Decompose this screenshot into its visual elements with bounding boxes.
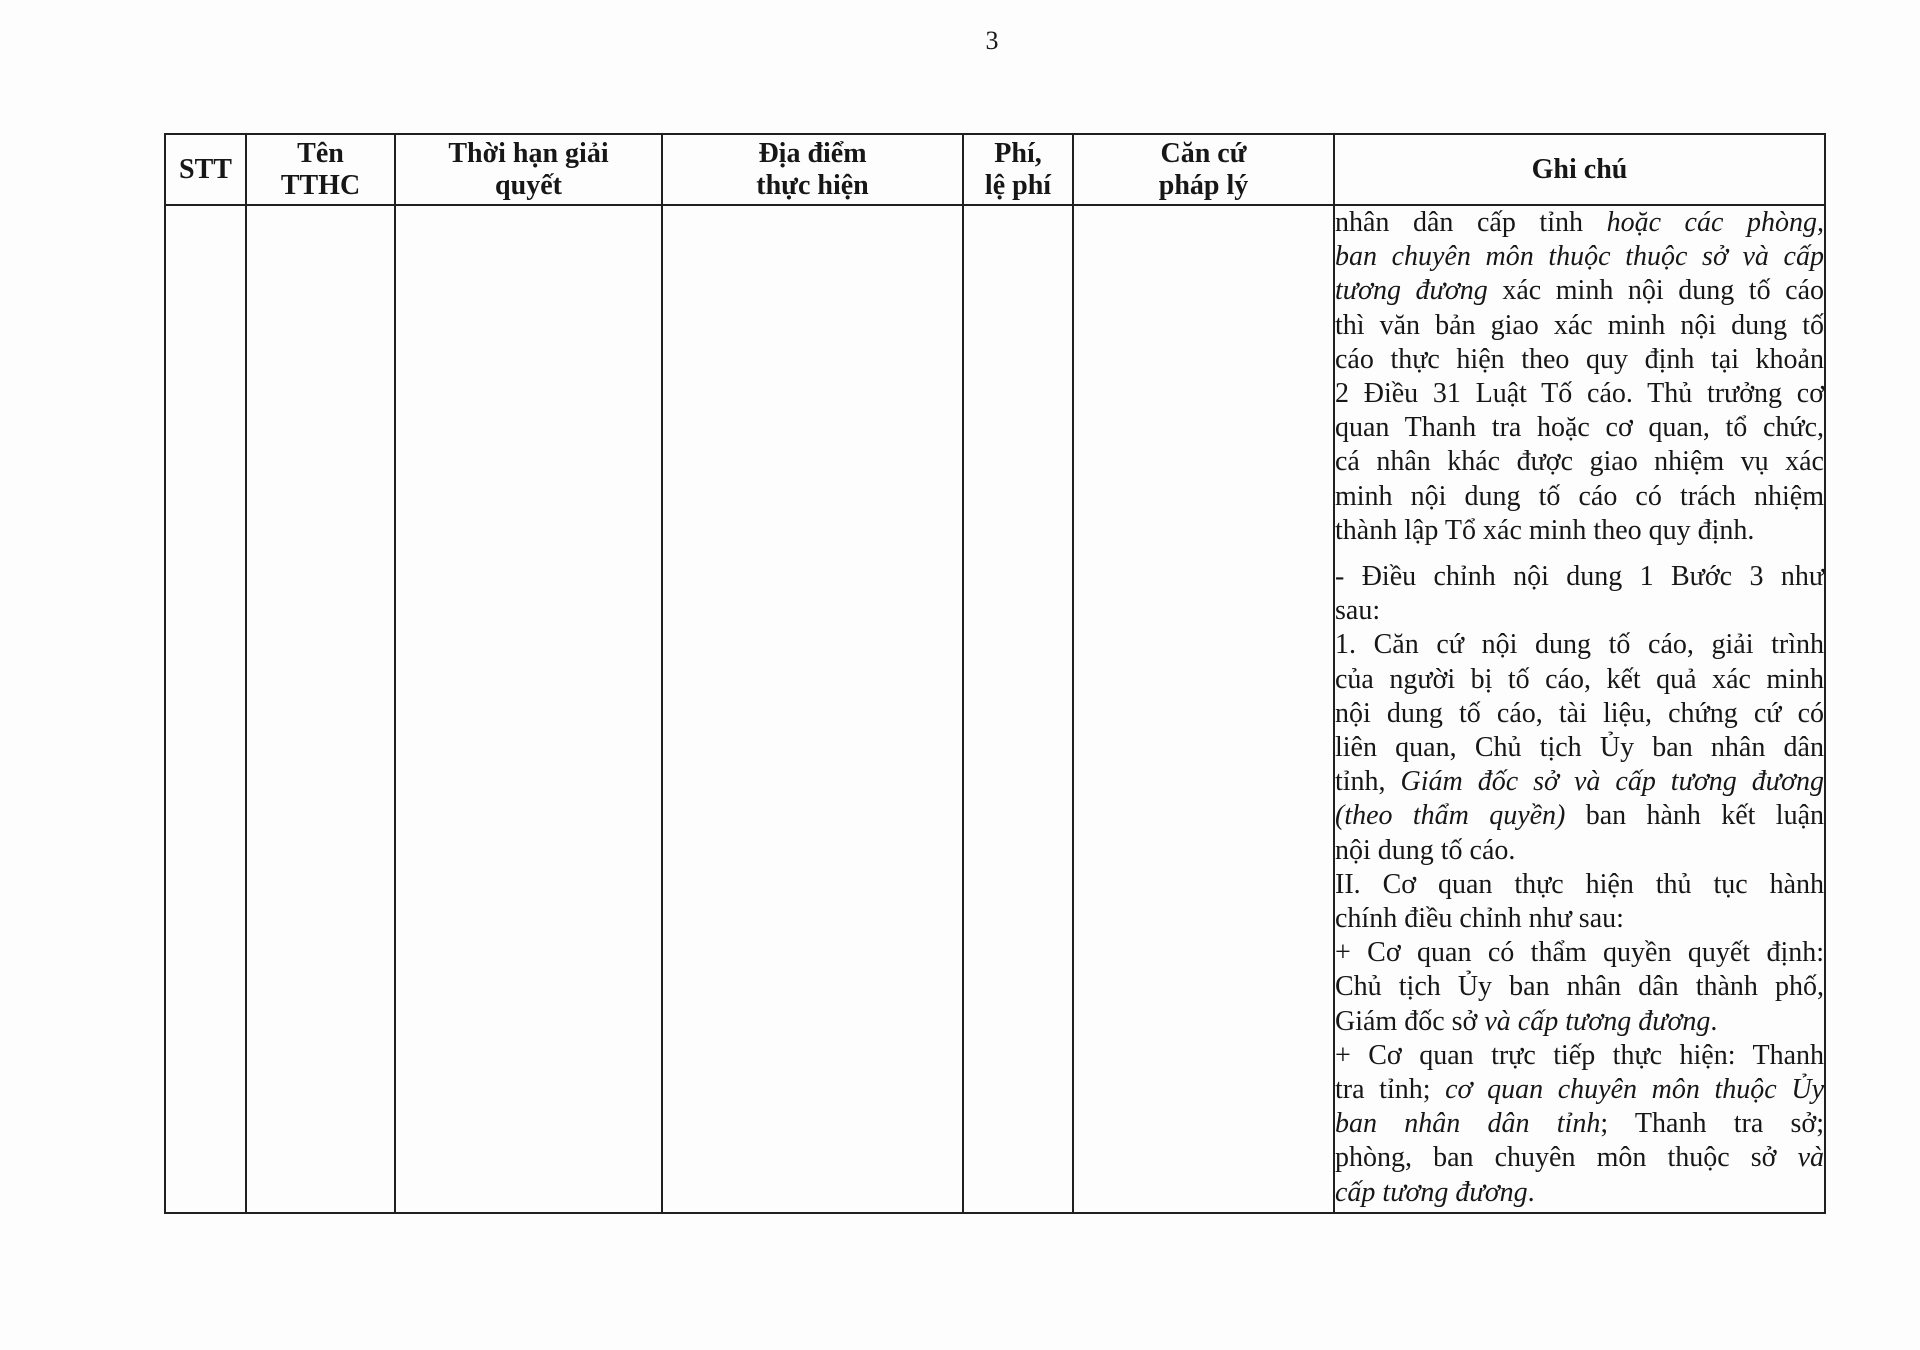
note-line [1335, 731, 1824, 765]
note-line [1335, 970, 1824, 1004]
note-text: phòng, ban chuyên môn thuộc sở [1335, 1142, 1798, 1174]
header-line: pháp lý [1158, 169, 1249, 201]
note-text: - Điều chỉnh nội dung 1 Bước 3 như [1335, 561, 1824, 593]
note-line [1335, 936, 1824, 970]
note-line [1335, 663, 1824, 697]
note-line [1335, 594, 1824, 628]
header-dia-diem [662, 134, 963, 205]
note-line [1335, 697, 1824, 731]
note-text-italic: hoặc các phòng, [1606, 207, 1824, 238]
note-paragraph [1335, 206, 1824, 548]
cell-phi [963, 205, 1073, 1213]
note-text: + Cơ quan trực tiếp thực hiện: Thanh [1335, 1039, 1824, 1071]
note-text: thì văn bản giao xác minh nội dung tố [1335, 309, 1824, 341]
note-line [1335, 1005, 1824, 1039]
header-phi [963, 134, 1073, 205]
header-thoi-han [395, 134, 662, 205]
note-text: Giám đốc sở [1335, 1005, 1485, 1037]
note-text: ban hành kết luận [1565, 800, 1824, 832]
note-text: . [1710, 1005, 1718, 1037]
note-text: chính điều chỉnh như sau: [1335, 903, 1624, 935]
header-ten-tthc [246, 134, 395, 205]
procedure-table [164, 133, 1826, 1214]
note-line [1335, 240, 1824, 274]
note-line [1335, 868, 1824, 902]
note-text: nội dung tố cáo. [1335, 834, 1516, 866]
header-line: Thời hạn giải [448, 137, 609, 169]
note-line [1335, 343, 1824, 377]
note-line [1335, 834, 1824, 868]
note-paragraph [1335, 1039, 1824, 1210]
note-text: của người bị tố cáo, kết quả xác minh [1335, 663, 1824, 695]
header-line: quyết [495, 169, 562, 201]
header-stt [165, 134, 246, 205]
header-line: thực hiện [756, 169, 869, 201]
page-number: 3 [985, 26, 999, 55]
note-line [1335, 799, 1824, 833]
note-line [1335, 1176, 1824, 1210]
note-text-italic: ban chuyên môn thuộc thuộc sở và cấp [1335, 241, 1824, 273]
note-line [1335, 765, 1824, 799]
note-line [1335, 309, 1824, 343]
header-line: Phí, [994, 137, 1042, 169]
note-text: tỉnh, [1335, 766, 1401, 798]
note-text: thành lập Tổ xác minh theo quy định. [1335, 514, 1755, 546]
header-line: Ghi chú [1531, 153, 1628, 185]
note-line [1335, 560, 1824, 594]
note-text: nội dung tố cáo, tài liệu, chứng cứ có [1335, 697, 1824, 729]
cell-dia-diem [662, 205, 963, 1213]
note-text-italic: và [1797, 1142, 1824, 1174]
table-header-row [165, 134, 1825, 205]
cell-stt [165, 205, 246, 1213]
note-text-italic: cấp tương đương [1335, 1176, 1528, 1208]
note-text: liên quan, Chủ tịch Ủy ban nhân dân [1335, 732, 1824, 764]
note-text: + Cơ quan có thẩm quyền quyết định: [1335, 937, 1824, 969]
note-line [1335, 1107, 1824, 1141]
note-line [1335, 274, 1824, 308]
header-can-cu [1073, 134, 1334, 205]
cell-ghi-chu [1334, 205, 1825, 1213]
note-line [1335, 411, 1824, 445]
note-text: xác minh nội dung tố cáo [1487, 275, 1824, 307]
note-text: cáo thực hiện theo quy định tại khoản [1335, 343, 1824, 375]
note-text: tra tỉnh; [1335, 1074, 1446, 1106]
note-line [1335, 206, 1824, 240]
note-text-italic: Giám đốc sở và cấp tương đương [1400, 766, 1824, 798]
note-line [1335, 902, 1824, 936]
note-text: 1. Căn cứ nội dung tố cáo, giải trình [1335, 629, 1824, 661]
header-line: lệ phí [984, 169, 1052, 201]
note-text: sau: [1335, 595, 1381, 627]
header-line: STT [179, 153, 232, 185]
note-paragraph [1335, 628, 1824, 867]
header-line: Tên [297, 137, 344, 169]
note-line [1335, 377, 1824, 411]
note-line [1335, 628, 1824, 662]
note-text: ; Thanh tra sở; [1600, 1108, 1824, 1140]
note-paragraph [1335, 868, 1824, 936]
note-text: minh nội dung tố cáo có trách nhiệm [1335, 480, 1824, 512]
note-text: . [1527, 1176, 1535, 1208]
table-row [165, 205, 1825, 1213]
note-text-italic: cơ quan chuyên môn thuộc Ủy [1445, 1074, 1824, 1106]
note-line [1335, 445, 1824, 479]
note-line [1335, 514, 1824, 548]
note-text: nhân dân cấp tỉnh [1335, 207, 1607, 238]
note-text: II. Cơ quan thực hiện thủ tục hành [1335, 868, 1824, 900]
note-line [1335, 1039, 1824, 1073]
note-text-italic: ban nhân dân tỉnh [1335, 1108, 1601, 1140]
note-text: quan Thanh tra hoặc cơ quan, tổ chức, [1335, 412, 1824, 444]
cell-ten-tthc [246, 205, 395, 1213]
note-line [1335, 1073, 1824, 1107]
note-line [1335, 1141, 1824, 1175]
note-paragraph [1335, 936, 1824, 1039]
header-line: Căn cứ [1160, 137, 1247, 169]
header-line: Địa điểm [758, 137, 867, 169]
note-text: 2 Điều 31 Luật Tố cáo. Thủ trưởng cơ [1335, 378, 1824, 410]
header-ghi-chu [1334, 134, 1825, 205]
note-text: Chủ tịch Ủy ban nhân dân thành phố, [1335, 971, 1824, 1003]
cell-can-cu [1073, 205, 1334, 1213]
cell-thoi-han [395, 205, 662, 1213]
note-text-italic: tương đương [1335, 275, 1488, 307]
note-text-italic: (theo thẩm quyền) [1335, 800, 1566, 832]
note-paragraph [1335, 560, 1824, 628]
note-text-italic: và cấp tương đương [1484, 1005, 1711, 1037]
header-line: TTHC [280, 169, 361, 201]
note-line [1335, 480, 1824, 514]
note-text: cá nhân khác được giao nhiệm vụ xác [1335, 446, 1824, 478]
